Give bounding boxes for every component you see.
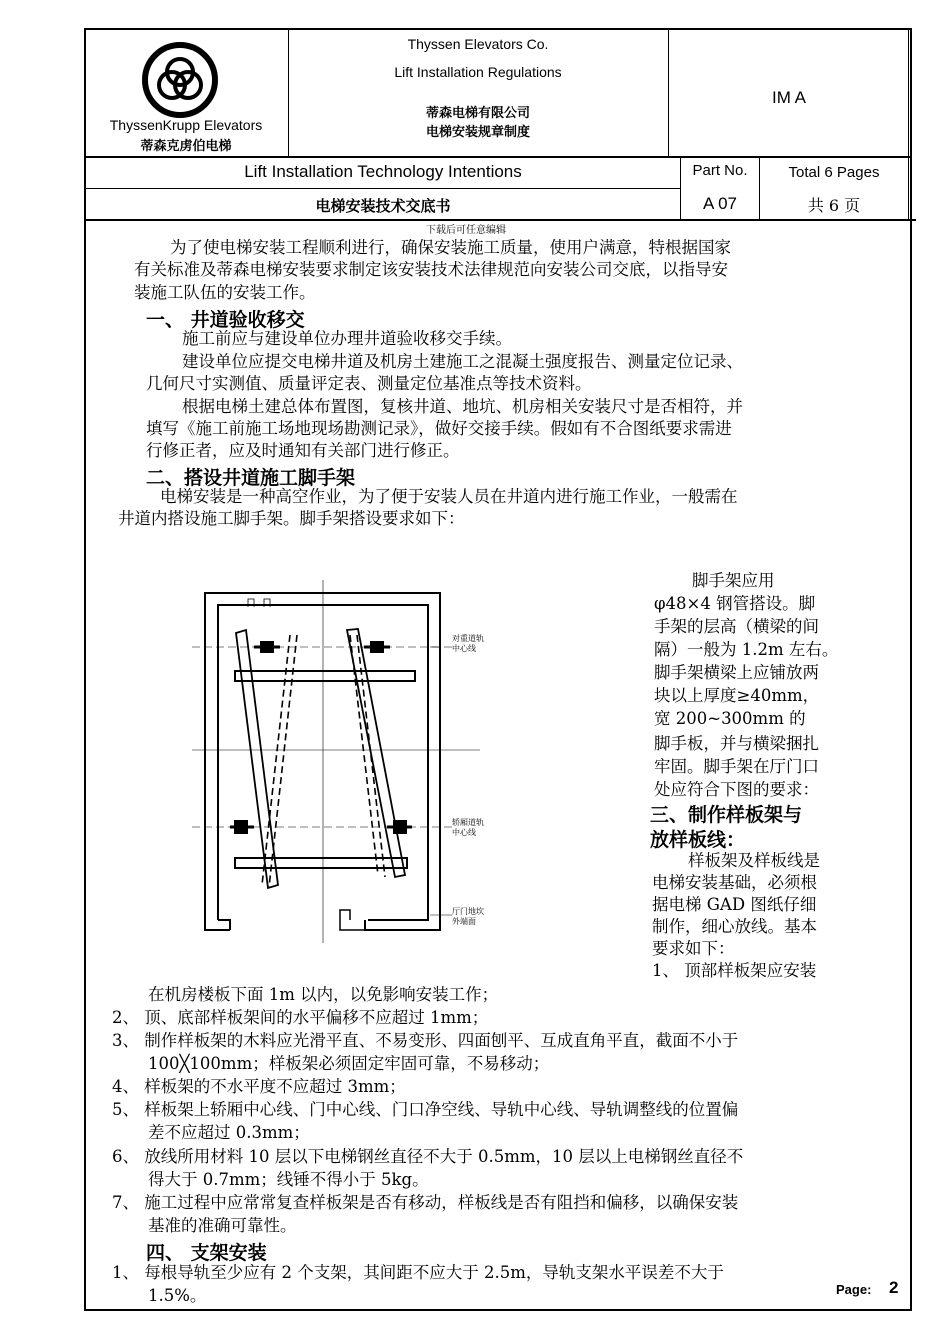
section-3-line: 基准的准确可靠性。 xyxy=(148,1216,297,1235)
company-name-en: ThyssenKrupp Elevators xyxy=(109,117,263,133)
section-3-side-line: 据电梯 GAD 图纸仔细 xyxy=(652,895,817,914)
title-divider xyxy=(84,188,681,189)
section-2-line: 电梯安装是一种高空作业，为了便于安装人员在井道内进行施工作业，一般需在 xyxy=(160,487,738,506)
section-3-side-line: 要求如下： xyxy=(652,939,735,958)
section-3-line: 4、 样板架的不水平度不应超过 3mm； xyxy=(112,1077,406,1096)
intro-line-3: 装施工队伍的安装工作。 xyxy=(134,283,316,302)
section-3-line: 7、 施工过程中应常常复查样板架是否有移动，样板线是否有阻挡和偏移，以确保安装 xyxy=(112,1193,739,1212)
section-1-line: 根据电梯土建总体布置图，复核井道、地坑、机房相关安装尺寸是否相符，并 xyxy=(182,397,743,416)
doc-title-cn: 电梯安装技术交底书 xyxy=(315,198,451,215)
section-3-line: 得大于 0.7mm；线锤不得小于 5kg。 xyxy=(148,1170,429,1189)
thyssenkrupp-logo-icon xyxy=(142,42,218,118)
scaffold-diagram xyxy=(190,575,480,945)
header-col3 xyxy=(908,28,909,220)
side-line: 脚手架横梁上应铺放两 xyxy=(654,663,819,682)
diagram-label-sill: 厅门地坎 外端面 xyxy=(452,907,484,926)
section-3-line: 5、 样板架上轿厢中心线、门中心线、门口净空线、导轨中心线、导轨调整线的位置偏 xyxy=(112,1100,739,1119)
section-1-line: 建设单位应提交电梯井道及机房土建施工之混凝土强度报告、测量定位记录、 xyxy=(182,352,743,371)
section-1-title: 一、 井道验收移交 xyxy=(146,309,305,331)
section-4-line: 1、 每根导轨至少应有 2 个支架，其间距不应大于 2.5m，导轨支架水平误差不大于 xyxy=(112,1263,724,1282)
company-line-1: Thyssen Elevators Co. xyxy=(407,36,549,52)
side-line: 处应符合下图的要求： xyxy=(654,780,819,799)
section-1-line: 几何尺寸实测值、质量评定表、测量定位基准点等技术资料。 xyxy=(146,374,592,393)
section-3-side-line: 制作，细心放线。基本 xyxy=(652,917,817,936)
company-line-3: 蒂森电梯有限公司 xyxy=(425,105,530,120)
section-3-line: 100╳100mm；样板架必须固定牢固可靠，不易移动； xyxy=(148,1054,550,1073)
section-1-line: 行修正者，应及时通知有关部门进行修正。 xyxy=(146,441,460,460)
section-3-line: 2、 顶、底部样板架间的水平偏移不应超过 1mm； xyxy=(112,1008,489,1027)
section-1-line: 填写《施工前施工场地现场勘测记录》，做好交接手续。假如有不合图纸要求需进 xyxy=(146,419,732,438)
side-line: 手架的层高（横梁的间 xyxy=(654,617,819,636)
section-1-line: 施工前应与建设单位办理井道验收移交手续。 xyxy=(182,329,512,348)
total-cn: 共 6 页 xyxy=(807,196,861,215)
company-line-4: 电梯安装规章制度 xyxy=(425,124,530,139)
diagram-label-counterweight: 对重道轨 中心线 xyxy=(452,634,484,653)
header-col2 xyxy=(668,28,669,156)
diagram-label-car-rail: 轿厢道轨 中心线 xyxy=(452,818,484,837)
section-3-line: 在机房楼板下面 1m 以内，以免影响安装工作； xyxy=(148,985,499,1004)
section-4-line: 1.5%。 xyxy=(148,1286,207,1305)
company-line-2: Lift Installation Regulations xyxy=(394,64,562,80)
doc-code: IM A xyxy=(771,88,806,107)
company-name-cn: 蒂森克虏伯电梯 xyxy=(140,138,232,153)
section-3-line: 6、 放线所用材料 10 层以下电梯钢丝直径不大于 0.5mm，10 层以上电梯钢丝直径不 xyxy=(112,1147,744,1166)
intro-line-2: 有关标准及蒂森电梯安装要求制定该安装技术法律规范向安装公司交底，以指导安 xyxy=(134,260,728,279)
section-3-line: 差不应超过 0.3mm； xyxy=(148,1123,310,1142)
section-2-title: 二、搭设井道施工脚手架 xyxy=(146,467,356,489)
section-3-side-line: 电梯安装基础，必须根 xyxy=(652,873,817,892)
doc-title-en: Lift Installation Technology Intentions xyxy=(244,162,522,181)
header-divider xyxy=(84,156,912,158)
intro-line-1: 为了使电梯安装工程顺利进行，确保安装施工质量，使用户满意，特根据国家 xyxy=(170,238,731,257)
section-3-line: 3、 制作样板架的木料应光滑平直、不易变形、四面刨平、互成直角平直，截面不小于 xyxy=(112,1031,739,1050)
section-3-side-line: 1、 顶部样板架应安装 xyxy=(652,961,817,980)
section-3-title-cont: 放样板线： xyxy=(650,829,746,851)
side-line: 脚手板，并与横梁捆扎 xyxy=(654,734,819,753)
side-line: 块以上厚度≥40mm， xyxy=(654,686,820,705)
section-3-side-line: 样板架及样板线是 xyxy=(688,851,820,870)
part-label: Part No. xyxy=(692,162,748,179)
side-line: 隔）一般为 1.2m 左右。 xyxy=(654,640,839,659)
section-2-line: 井道内搭设施工脚手架。脚手架搭设要求如下： xyxy=(118,509,465,528)
section-3-title: 三、制作样板架与 xyxy=(650,804,803,826)
side-line: 脚手架应用 xyxy=(692,571,775,590)
page-label: Page: xyxy=(836,1282,872,1297)
part-value: A 07 xyxy=(702,194,738,213)
section-4-title: 四、 支架安装 xyxy=(146,1242,267,1264)
download-note: 下载后可任意编辑 xyxy=(426,225,506,236)
header-col1 xyxy=(288,28,289,156)
side-line: φ48×4 钢管搭设。脚 xyxy=(654,594,816,613)
side-line: 牢固。脚手架在厅门口 xyxy=(654,757,819,776)
total-label: Total 6 Pages xyxy=(788,164,880,181)
side-line: 宽 200~300mm 的 xyxy=(654,709,806,728)
page-number: 2 xyxy=(889,1278,899,1297)
